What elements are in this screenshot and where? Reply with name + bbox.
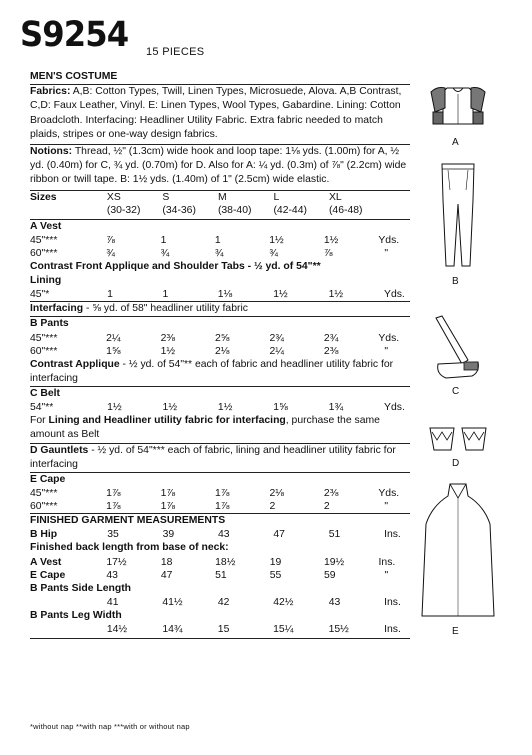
- fabrics-paragraph: Fabrics: A,B: Cotton Types, Twill, Linen Types, Microsuede, Alova. A,B Contrast, C,D: Faux Leather, Vinyl. E: Linen Types, Wool Types, Gabardine. Lining: Cotton Broadcloth. Interfacing: Headliner Utility Fabric. Extra fabric needed to match plaids, stripes or one-way design fabrics.: [30, 86, 402, 140]
- contrast-front-heading: Contrast Front Applique and Shoulder Tabs - ½ yd. of 54"**: [30, 260, 321, 272]
- size-code: L: [273, 191, 280, 203]
- yardage-row: 60"*** ¾ ¾ ¾ ¾ ⅞ ": [30, 247, 389, 259]
- size-range: (34-36): [162, 204, 196, 216]
- figure-label-c: C: [452, 386, 460, 397]
- sizes-table: [30, 191, 410, 217]
- section-heading: E Cape: [30, 474, 66, 486]
- yardage-table: [30, 332, 410, 358]
- main-content: [30, 70, 410, 639]
- measurements-table: [30, 623, 410, 636]
- yardage-row: 60"*** 1⅝ 1½ 2⅛ 2¼ 2⅜ ": [30, 345, 389, 357]
- size-range: (38-40): [217, 204, 252, 216]
- section-heading: A Vest: [30, 220, 62, 232]
- size-range: (30-32): [106, 204, 141, 216]
- yardage-table: [30, 487, 410, 513]
- size-code: XL: [328, 191, 342, 203]
- divider: [30, 638, 410, 639]
- size-range: (46-48): [328, 204, 363, 216]
- yardage-table: [30, 288, 410, 301]
- back-length-heading: Finished back length from base of neck:: [30, 542, 229, 554]
- notions-paragraph: Notions: Thread, ½" (1.3cm) wide hook and loop tape: 1⅛ yds. (1.00m) for A, ½ yd. (0.40m) for C, ¾ yd. (0.70m) for D. Also for A: ¼ yd. (0.3m) of ⅞" (2.2cm) wide ribbon or twill tape. B: 1½ yds. (1.40m) of 1" (2.5cm) wide elastic.: [30, 146, 407, 186]
- leg-width-heading: B Pants Leg Width: [30, 609, 122, 621]
- vest-illustration: [425, 82, 491, 132]
- sizes-label: Sizes: [30, 191, 57, 203]
- measurements-table: [30, 596, 410, 609]
- section-heading: B Pants: [30, 318, 69, 330]
- pieces-count: 15 PIECES: [146, 46, 205, 58]
- figure-label-b: B: [452, 276, 459, 287]
- pattern-number: S9254: [20, 15, 129, 55]
- figure-label-d: D: [452, 458, 460, 469]
- side-length-heading: B Pants Side Length: [30, 582, 132, 594]
- lining-headliner-line: For Lining and Headliner utility fabric for interfacing, purchase the same amount as Belt: [30, 415, 380, 441]
- yardage-row: 45"*** 1⅞ 1⅞ 1⅞ 2⅛ 2⅜ Yds.: [30, 488, 400, 500]
- size-range: (42-44): [273, 204, 307, 216]
- contrast-applique-line: Contrast Applique - ½ yd. of 54"** each of fabric and headliner utility fabric for interfacing: [30, 358, 394, 384]
- size-ranges-row: [30, 204, 410, 217]
- section-heading: C Belt: [30, 388, 61, 400]
- category-heading: MEN'S COSTUME: [30, 71, 118, 82]
- yardage-row: 45"*** 2¼ 2⅜ 2⅝ 2¾ 2¾ Yds.: [30, 332, 400, 344]
- measurements-table: [30, 528, 410, 541]
- yardage-table: [30, 234, 410, 260]
- gauntlets-illustration: [428, 424, 490, 454]
- gauntlets-line: D Gauntlets - ½ yd. of 54"*** each of fabric, lining and headliner utility fabric for interfacing: [30, 444, 396, 470]
- measurements-table: [30, 556, 410, 582]
- interfacing-line: Interfacing - ⅝ yd. of 58" headliner utility fabric: [30, 303, 248, 315]
- yardage-row: 54"** 1½ 1½ 1½ 1⅝ 1¾ Yds.: [30, 402, 405, 414]
- finished-heading: FINISHED GARMENT MEASUREMENTS: [30, 515, 226, 527]
- measurement-row: E Cape 43 47 51 55 59 ": [30, 569, 389, 581]
- yardage-row: 45"* 1 1 1⅛ 1½ 1½ Yds.: [30, 289, 405, 301]
- belt-illustration: [428, 312, 488, 382]
- cape-illustration: [420, 480, 496, 620]
- yardage-row: 60"*** 1⅞ 1⅞ 1⅞ 2 2 ": [30, 501, 389, 513]
- footnote: *without nap **with nap ***with or without nap: [30, 722, 190, 731]
- size-code: S: [162, 191, 170, 203]
- measurement-row: A Vest 17½ 18 18½ 19 19½ Ins.: [30, 556, 396, 568]
- figure-label-a: A: [452, 137, 459, 148]
- pants-illustration: [436, 160, 480, 270]
- measurement-row: B Hip 35 39 43 47 51 Ins.: [30, 529, 401, 541]
- measurement-row: 14½ 14¾ 15 15¼ 15½ Ins.: [106, 624, 401, 636]
- measurement-row: 41 41½ 42 42½ 43 Ins.: [106, 596, 401, 608]
- sizes-row: [30, 191, 410, 204]
- yardage-table: [30, 401, 410, 414]
- figure-label-e: E: [452, 626, 459, 637]
- yardage-row: 45"*** ⅞ 1 1 1½ 1½ Yds.: [30, 234, 400, 246]
- size-code: M: [217, 191, 227, 203]
- section-heading: Lining: [30, 275, 62, 287]
- size-code: XS: [106, 191, 121, 203]
